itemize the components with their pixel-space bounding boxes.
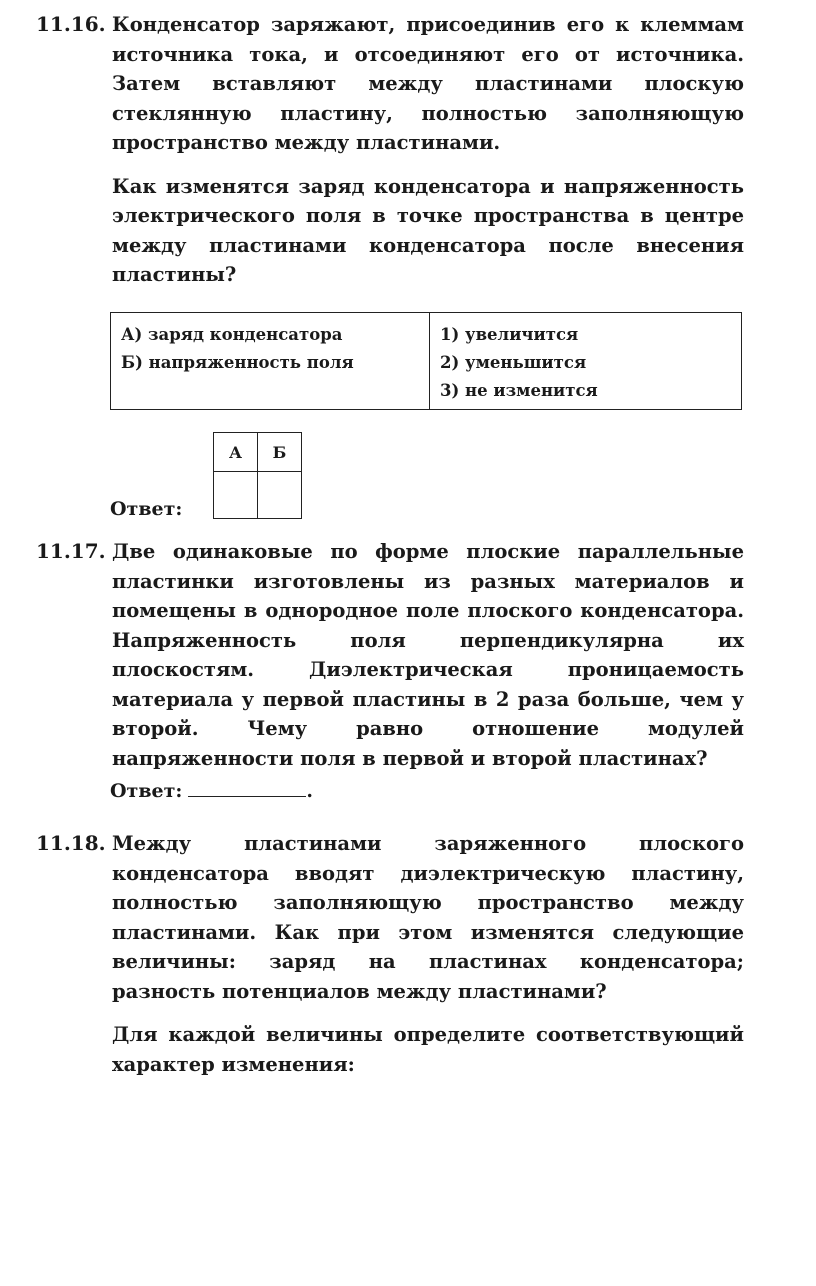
- answer-cell-a[interactable]: [214, 472, 258, 519]
- problem-text: Между пластинами заряженного плоского конденсатора вводят диэлектрическую пластину, полностью заполняющую пространство между пластинами. Как при этом изменятся следующие величины: заряд на пластинах конденсатора; разность потенциалов между пластинами?: [112, 832, 744, 1003]
- grid-header-b: Б: [258, 433, 302, 472]
- answer-blank[interactable]: [188, 778, 306, 797]
- problem-number: 11.18.: [36, 831, 106, 855]
- problem-11-16: [36, 10, 744, 290]
- problem-question: Для каждой величины определите соответствующий характер изменения:: [112, 1023, 744, 1076]
- problem-question: Как изменятся заряд конденсатора и напряженность электрического поля в точке пространства в центре между пластинами конденсатора после внесения пластины?: [112, 174, 744, 286]
- quantity-b: Б) напряженность поля: [121, 353, 354, 372]
- change-2: 2) уменьшится: [440, 353, 587, 372]
- problem-11-18: [36, 829, 744, 1079]
- answer-label: Ответ:: [110, 780, 183, 802]
- change-1: 1) увеличится: [440, 325, 579, 344]
- problem-11-17: [36, 537, 744, 773]
- answer-cell-b[interactable]: [258, 472, 302, 519]
- answer-label: Ответ:: [110, 498, 183, 520]
- answer-line: [110, 778, 313, 802]
- matching-table: [110, 312, 742, 410]
- problem-text: Конденсатор заряжают, присоединив его к клеммам источника тока, и отсоединяют его от источника. Затем вставляют между пластинами плоскую стеклянную пластину, полностью заполняющую пространство между пластинами.: [112, 13, 744, 154]
- change-3: 3) не изменится: [440, 381, 598, 400]
- answer-grid: [213, 432, 302, 519]
- problem-number: 11.16.: [36, 12, 106, 36]
- quantity-a: А) заряд конденсатора: [121, 325, 343, 344]
- grid-header-a: А: [214, 433, 258, 472]
- problem-number: 11.17.: [36, 539, 106, 563]
- answer-suffix: .: [306, 780, 314, 802]
- problem-text: Две одинаковые по форме плоские параллельные пластинки изготовлены из разных материалов и помещены в однородное поле плоского конденсатора. Напряженность поля перпендикулярна их плоскостям. Диэлектрическая проницаемость материала у первой пластины в 2 раза больше, чем у второй. Чему равно отношение модулей напряженности поля в первой и второй пластинах?: [112, 540, 744, 770]
- matching-changes: [430, 313, 741, 409]
- matching-quantities: [111, 313, 430, 409]
